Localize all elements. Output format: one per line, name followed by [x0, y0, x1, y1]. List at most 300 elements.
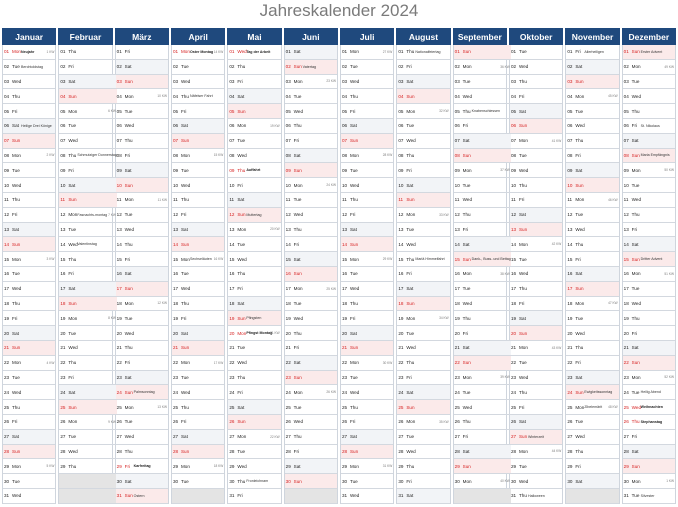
day-cell[interactable] — [228, 297, 280, 312]
day-cell[interactable] — [510, 356, 562, 371]
day-cell[interactable] — [510, 163, 562, 178]
day-cell[interactable] — [623, 400, 675, 415]
day-cell[interactable] — [228, 193, 280, 208]
day-cell[interactable] — [59, 297, 117, 312]
day-cell[interactable] — [285, 237, 337, 252]
day-cell[interactable] — [566, 89, 618, 104]
day-cell[interactable] — [623, 45, 675, 60]
day-cell[interactable] — [116, 45, 168, 60]
day-cell[interactable] — [623, 311, 675, 326]
day-cell[interactable] — [285, 371, 337, 386]
day-cell[interactable] — [228, 119, 280, 134]
day-cell[interactable] — [454, 119, 511, 134]
day-cell[interactable] — [116, 489, 168, 504]
day-cell[interactable] — [510, 178, 562, 193]
day-cell[interactable] — [510, 297, 562, 312]
day-cell[interactable] — [510, 445, 562, 460]
day-cell[interactable] — [59, 415, 117, 430]
day-cell[interactable] — [228, 208, 280, 223]
day-cell[interactable] — [341, 371, 393, 386]
day-cell[interactable] — [510, 223, 562, 238]
day-cell[interactable] — [228, 385, 280, 400]
day-cell[interactable] — [228, 237, 280, 252]
day-cell[interactable] — [3, 149, 55, 164]
day-cell[interactable] — [454, 371, 511, 386]
day-cell[interactable] — [228, 474, 280, 489]
day-cell[interactable] — [397, 267, 449, 282]
day-cell[interactable] — [510, 474, 562, 489]
day-cell[interactable] — [341, 430, 393, 445]
day-cell[interactable] — [397, 104, 449, 119]
day-cell[interactable] — [566, 104, 618, 119]
day-cell[interactable] — [228, 489, 280, 504]
day-cell[interactable] — [285, 311, 337, 326]
day-cell[interactable] — [3, 193, 55, 208]
day-cell[interactable] — [228, 178, 280, 193]
day-cell[interactable] — [454, 178, 511, 193]
day-cell[interactable] — [397, 474, 449, 489]
day-cell[interactable] — [341, 474, 393, 489]
day-cell[interactable] — [623, 267, 675, 282]
day-cell[interactable] — [566, 282, 618, 297]
day-cell[interactable] — [566, 252, 618, 267]
day-cell[interactable] — [510, 385, 562, 400]
day-cell[interactable] — [285, 415, 337, 430]
day-cell[interactable] — [341, 119, 393, 134]
day-cell[interactable] — [397, 297, 449, 312]
day-cell[interactable] — [228, 459, 280, 474]
day-cell[interactable] — [172, 149, 224, 164]
day-cell[interactable] — [341, 459, 393, 474]
day-cell[interactable] — [228, 371, 280, 386]
day-cell[interactable] — [59, 163, 117, 178]
day-cell[interactable] — [566, 371, 618, 386]
day-cell[interactable] — [454, 326, 511, 341]
day-cell[interactable] — [510, 267, 562, 282]
day-cell[interactable] — [172, 415, 224, 430]
day-cell[interactable] — [3, 104, 55, 119]
day-cell[interactable] — [116, 149, 168, 164]
day-cell[interactable] — [454, 459, 511, 474]
day-cell[interactable] — [228, 104, 280, 119]
day-cell[interactable] — [116, 311, 168, 326]
day-cell[interactable] — [59, 400, 117, 415]
day-cell[interactable] — [566, 474, 618, 489]
day-cell[interactable] — [623, 223, 675, 238]
day-cell[interactable] — [172, 445, 224, 460]
day-cell[interactable] — [510, 75, 562, 90]
day-cell[interactable] — [172, 459, 224, 474]
day-cell[interactable] — [116, 459, 168, 474]
day-cell[interactable] — [454, 163, 511, 178]
day-cell[interactable] — [397, 149, 449, 164]
day-cell[interactable] — [228, 430, 280, 445]
day-cell[interactable] — [510, 134, 562, 149]
day-cell[interactable] — [228, 252, 280, 267]
day-cell[interactable] — [623, 149, 675, 164]
day-cell[interactable] — [454, 252, 511, 267]
day-cell[interactable] — [341, 415, 393, 430]
day-cell[interactable] — [172, 208, 224, 223]
day-cell[interactable] — [59, 104, 117, 119]
day-cell[interactable] — [397, 430, 449, 445]
day-cell[interactable] — [116, 119, 168, 134]
day-cell[interactable] — [228, 356, 280, 371]
day-cell[interactable] — [116, 341, 168, 356]
day-cell[interactable] — [341, 208, 393, 223]
day-cell[interactable] — [285, 267, 337, 282]
day-cell[interactable] — [454, 237, 511, 252]
day-cell[interactable] — [3, 237, 55, 252]
day-cell[interactable] — [454, 297, 511, 312]
day-cell[interactable] — [566, 341, 618, 356]
day-cell[interactable] — [623, 356, 675, 371]
day-cell[interactable] — [397, 252, 449, 267]
day-cell[interactable] — [623, 282, 675, 297]
day-cell[interactable] — [285, 474, 337, 489]
day-cell[interactable] — [566, 459, 618, 474]
day-cell[interactable] — [172, 371, 224, 386]
day-cell[interactable] — [623, 89, 675, 104]
day-cell[interactable] — [116, 267, 168, 282]
day-cell[interactable] — [116, 385, 168, 400]
day-cell[interactable] — [228, 163, 280, 178]
day-cell[interactable] — [116, 75, 168, 90]
day-cell[interactable] — [397, 178, 449, 193]
day-cell[interactable] — [566, 119, 618, 134]
day-cell[interactable] — [172, 223, 224, 238]
day-cell[interactable] — [341, 341, 393, 356]
day-cell[interactable] — [510, 489, 562, 504]
day-cell[interactable] — [3, 341, 55, 356]
day-cell[interactable] — [510, 208, 562, 223]
day-cell[interactable] — [3, 326, 55, 341]
day-cell[interactable] — [172, 193, 224, 208]
day-cell[interactable] — [3, 178, 55, 193]
day-cell[interactable] — [397, 89, 449, 104]
day-cell[interactable] — [510, 89, 562, 104]
day-cell[interactable] — [116, 445, 168, 460]
day-cell[interactable] — [228, 311, 280, 326]
day-cell[interactable] — [285, 282, 337, 297]
day-cell[interactable] — [116, 415, 168, 430]
day-cell[interactable] — [341, 297, 393, 312]
day-cell[interactable] — [566, 237, 618, 252]
day-cell[interactable] — [285, 430, 337, 445]
day-cell[interactable] — [228, 89, 280, 104]
day-cell[interactable] — [59, 326, 117, 341]
day-cell[interactable] — [454, 60, 511, 75]
day-cell[interactable] — [59, 75, 117, 90]
day-cell[interactable] — [59, 341, 117, 356]
day-cell[interactable] — [285, 104, 337, 119]
day-cell[interactable] — [172, 89, 224, 104]
day-cell[interactable] — [3, 400, 55, 415]
day-cell[interactable] — [623, 297, 675, 312]
day-cell[interactable] — [341, 134, 393, 149]
day-cell[interactable] — [341, 193, 393, 208]
day-cell[interactable] — [285, 163, 337, 178]
day-cell[interactable] — [172, 400, 224, 415]
day-cell[interactable] — [172, 237, 224, 252]
day-cell[interactable] — [285, 60, 337, 75]
day-cell[interactable] — [285, 445, 337, 460]
day-cell[interactable] — [510, 252, 562, 267]
day-cell[interactable] — [172, 104, 224, 119]
day-cell[interactable] — [566, 60, 618, 75]
day-cell[interactable] — [59, 371, 117, 386]
day-cell[interactable] — [116, 208, 168, 223]
day-cell[interactable] — [116, 371, 168, 386]
day-cell[interactable] — [510, 193, 562, 208]
day-cell[interactable] — [59, 445, 117, 460]
day-cell[interactable] — [623, 415, 675, 430]
day-cell[interactable] — [59, 89, 117, 104]
day-cell[interactable] — [341, 104, 393, 119]
day-cell[interactable] — [566, 45, 618, 60]
day-cell[interactable] — [623, 208, 675, 223]
day-cell[interactable] — [3, 445, 55, 460]
day-cell[interactable] — [341, 489, 393, 504]
day-cell[interactable] — [623, 119, 675, 134]
day-cell[interactable] — [116, 400, 168, 415]
day-cell[interactable] — [285, 459, 337, 474]
day-cell[interactable] — [116, 89, 168, 104]
day-cell[interactable] — [566, 134, 618, 149]
day-cell[interactable] — [285, 208, 337, 223]
day-cell[interactable] — [341, 237, 393, 252]
day-cell[interactable] — [3, 45, 55, 60]
day-cell[interactable] — [454, 45, 511, 60]
day-cell[interactable] — [623, 371, 675, 386]
day-cell[interactable] — [59, 208, 117, 223]
day-cell[interactable] — [566, 208, 618, 223]
day-cell[interactable] — [59, 223, 117, 238]
day-cell[interactable] — [566, 385, 618, 400]
day-cell[interactable] — [566, 311, 618, 326]
day-cell[interactable] — [454, 430, 511, 445]
day-cell[interactable] — [172, 119, 224, 134]
day-cell[interactable] — [341, 400, 393, 415]
day-cell[interactable] — [59, 45, 117, 60]
day-cell[interactable] — [116, 193, 168, 208]
day-cell[interactable] — [397, 385, 449, 400]
day-cell[interactable] — [397, 75, 449, 90]
day-cell[interactable] — [566, 445, 618, 460]
day-cell[interactable] — [285, 149, 337, 164]
day-cell[interactable] — [116, 163, 168, 178]
day-cell[interactable] — [172, 178, 224, 193]
day-cell[interactable] — [172, 356, 224, 371]
day-cell[interactable] — [59, 282, 117, 297]
day-cell[interactable] — [454, 89, 511, 104]
day-cell[interactable] — [397, 371, 449, 386]
day-cell[interactable] — [172, 326, 224, 341]
day-cell[interactable] — [3, 223, 55, 238]
day-cell[interactable] — [454, 208, 511, 223]
day-cell[interactable] — [3, 311, 55, 326]
day-cell[interactable] — [454, 223, 511, 238]
day-cell[interactable] — [623, 178, 675, 193]
day-cell[interactable] — [285, 223, 337, 238]
day-cell[interactable] — [116, 252, 168, 267]
day-cell[interactable] — [59, 60, 117, 75]
day-cell[interactable] — [623, 252, 675, 267]
day-cell[interactable] — [397, 119, 449, 134]
day-cell[interactable] — [172, 163, 224, 178]
day-cell[interactable] — [172, 385, 224, 400]
day-cell[interactable] — [3, 430, 55, 445]
day-cell[interactable] — [285, 75, 337, 90]
day-cell[interactable] — [510, 60, 562, 75]
day-cell[interactable] — [397, 134, 449, 149]
day-cell[interactable] — [228, 60, 280, 75]
day-cell[interactable] — [59, 385, 117, 400]
day-cell[interactable] — [397, 489, 449, 504]
day-cell[interactable] — [397, 326, 449, 341]
day-cell[interactable] — [116, 104, 168, 119]
day-cell[interactable] — [510, 371, 562, 386]
day-cell[interactable] — [454, 385, 511, 400]
day-cell[interactable] — [454, 267, 511, 282]
day-cell[interactable] — [454, 474, 511, 489]
day-cell[interactable] — [566, 326, 618, 341]
day-cell[interactable] — [3, 459, 55, 474]
day-cell[interactable] — [3, 474, 55, 489]
day-cell[interactable] — [228, 134, 280, 149]
day-cell[interactable] — [285, 326, 337, 341]
day-cell[interactable] — [566, 400, 618, 415]
day-cell[interactable] — [623, 193, 675, 208]
day-cell[interactable] — [228, 400, 280, 415]
day-cell[interactable] — [566, 75, 618, 90]
day-cell[interactable] — [341, 75, 393, 90]
day-cell[interactable] — [623, 341, 675, 356]
day-cell[interactable] — [116, 282, 168, 297]
day-cell[interactable] — [623, 326, 675, 341]
day-cell[interactable] — [341, 356, 393, 371]
day-cell[interactable] — [510, 430, 562, 445]
day-cell[interactable] — [285, 341, 337, 356]
day-cell[interactable] — [623, 385, 675, 400]
day-cell[interactable] — [285, 119, 337, 134]
day-cell[interactable] — [285, 252, 337, 267]
day-cell[interactable] — [172, 267, 224, 282]
day-cell[interactable] — [510, 45, 562, 60]
day-cell[interactable] — [566, 356, 618, 371]
day-cell[interactable] — [172, 474, 224, 489]
day-cell[interactable] — [623, 104, 675, 119]
day-cell[interactable] — [59, 134, 117, 149]
day-cell[interactable] — [59, 237, 117, 252]
day-cell[interactable] — [341, 223, 393, 238]
day-cell[interactable] — [3, 415, 55, 430]
day-cell[interactable] — [510, 341, 562, 356]
day-cell[interactable] — [623, 75, 675, 90]
day-cell[interactable] — [623, 163, 675, 178]
day-cell[interactable] — [566, 178, 618, 193]
day-cell[interactable] — [623, 459, 675, 474]
day-cell[interactable] — [285, 297, 337, 312]
day-cell[interactable] — [228, 223, 280, 238]
day-cell[interactable] — [623, 445, 675, 460]
day-cell[interactable] — [510, 104, 562, 119]
day-cell[interactable] — [510, 237, 562, 252]
day-cell[interactable] — [454, 415, 511, 430]
day-cell[interactable] — [623, 489, 675, 504]
day-cell[interactable] — [566, 267, 618, 282]
day-cell[interactable] — [454, 104, 511, 119]
day-cell[interactable] — [3, 208, 55, 223]
day-cell[interactable] — [285, 356, 337, 371]
day-cell[interactable] — [341, 149, 393, 164]
day-cell[interactable] — [228, 267, 280, 282]
day-cell[interactable] — [341, 445, 393, 460]
day-cell[interactable] — [397, 208, 449, 223]
day-cell[interactable] — [3, 163, 55, 178]
day-cell[interactable] — [454, 75, 511, 90]
day-cell[interactable] — [172, 60, 224, 75]
day-cell[interactable] — [566, 430, 618, 445]
day-cell[interactable] — [228, 326, 280, 341]
day-cell[interactable] — [397, 341, 449, 356]
day-cell[interactable] — [172, 134, 224, 149]
day-cell[interactable] — [172, 341, 224, 356]
day-cell[interactable] — [116, 178, 168, 193]
day-cell[interactable] — [285, 178, 337, 193]
day-cell[interactable] — [341, 311, 393, 326]
day-cell[interactable] — [397, 400, 449, 415]
day-cell[interactable] — [116, 237, 168, 252]
day-cell[interactable] — [116, 430, 168, 445]
day-cell[interactable] — [59, 193, 117, 208]
day-cell[interactable] — [228, 45, 280, 60]
day-cell[interactable] — [566, 163, 618, 178]
day-cell[interactable] — [3, 282, 55, 297]
day-cell[interactable] — [623, 60, 675, 75]
day-cell[interactable] — [59, 267, 117, 282]
day-cell[interactable] — [397, 163, 449, 178]
day-cell[interactable] — [116, 474, 168, 489]
day-cell[interactable] — [228, 282, 280, 297]
day-cell[interactable] — [59, 356, 117, 371]
day-cell[interactable] — [172, 430, 224, 445]
day-cell[interactable] — [454, 282, 511, 297]
day-cell[interactable] — [341, 252, 393, 267]
day-cell[interactable] — [116, 223, 168, 238]
day-cell[interactable] — [510, 311, 562, 326]
day-cell[interactable] — [454, 445, 511, 460]
day-cell[interactable] — [3, 75, 55, 90]
day-cell[interactable] — [59, 178, 117, 193]
day-cell[interactable] — [623, 474, 675, 489]
day-cell[interactable] — [510, 119, 562, 134]
day-cell[interactable] — [510, 415, 562, 430]
day-cell[interactable] — [397, 415, 449, 430]
day-cell[interactable] — [341, 89, 393, 104]
day-cell[interactable] — [116, 297, 168, 312]
day-cell[interactable] — [454, 400, 511, 415]
day-cell[interactable] — [341, 267, 393, 282]
day-cell[interactable] — [172, 311, 224, 326]
day-cell[interactable] — [228, 75, 280, 90]
day-cell[interactable] — [3, 119, 55, 134]
day-cell[interactable] — [228, 341, 280, 356]
day-cell[interactable] — [285, 193, 337, 208]
day-cell[interactable] — [454, 356, 511, 371]
day-cell[interactable] — [59, 459, 117, 474]
day-cell[interactable] — [3, 89, 55, 104]
